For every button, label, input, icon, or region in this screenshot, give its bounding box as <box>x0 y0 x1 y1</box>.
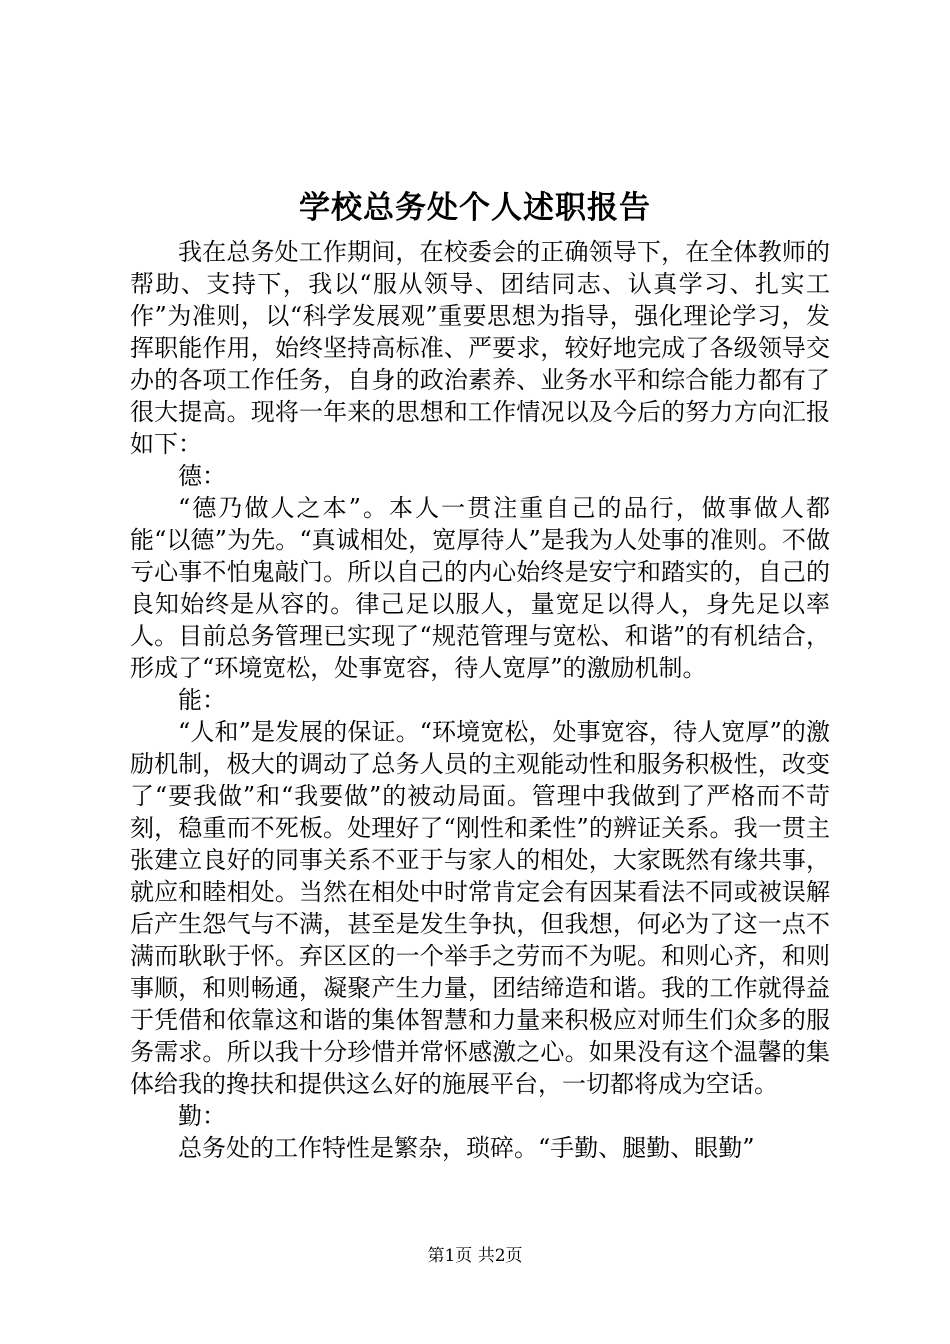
document-body <box>130 236 830 1164</box>
page-footer: 第1页 共2页 <box>427 1246 523 1266</box>
intro-paragraph: 我在总务处工作期间，在校委会的正确领导下，在全体教师的帮助、支持下，我以“服从领导、团结同志、认真学习、扎实工作”为准则，以“科学发展观”重要思想为指导，强化理论学习，发挥职能作用，始终坚持高标准、严要求，较好地完成了各级领导交办的各项工作任务，自身的政治素养、业务水平和综合能力都有了很大提高。现将一年来的思想和工作情况以及今后的努力方向汇报如下： <box>130 238 830 458</box>
qin-paragraph: 总务处的工作特性是繁杂，琐碎。“手勤、腿勤、眼勤” <box>178 1134 755 1162</box>
section-heading-neng: 能： <box>178 686 226 714</box>
page-title: 学校总务处个人述职报告 <box>299 190 651 226</box>
section-heading-qin: 勤： <box>178 1102 226 1130</box>
neng-paragraph: “人和”是发展的保证。“环境宽松，处事宽容，待人宽厚”的激励机制，极大的调动了总务人员的主观能动性和服务积极性，改变了“要我做”和“我要做”的被动局面。管理中我做到了严格而不苛刻，稳重而不死板。处理好了“刚性和柔性”的辨证关系。我一贯主张建立良好的同事关系不亚于与家人的相处，大家既然有缘共事，就应和睦相处。当然在相处中时常肯定会有因某看法不同或被误解后产生怨气与不满，甚至是发生争执，但我想，何必为了这一点不满而耿耿于怀。弃区区的一个举手之劳而不为呢。和则心齐，和则事顺，和则畅通，凝聚产生力量，团结缔造和谐。我的工作就得益于凭借和依靠这和谐的集体智慧和力量来积极应对师生们众多的服务需求。所以我十分珍惜并常怀感激之心。如果没有这个温馨的集体给我的搀扶和提供这么好的施展平台，一切都将成为空话。 <box>130 718 830 1098</box>
section-heading-de: 德： <box>178 462 226 490</box>
de-paragraph: “德乃做人之本”。本人一贯注重自己的品行，做事做人都能“以德”为先。“真诚相处，宽厚待人”是我为人处事的准则。不做亏心事不怕鬼敲门。所以自己的内心始终是安宁和踏实的，自己的良知始终是从容的。律己足以服人，量宽足以得人，身先足以率人。目前总务管理已实现了“规范管理与宽松、和谐”的有机结合，形成了“环境宽松，处事宽容，待人宽厚”的激励机制。 <box>130 494 830 682</box>
